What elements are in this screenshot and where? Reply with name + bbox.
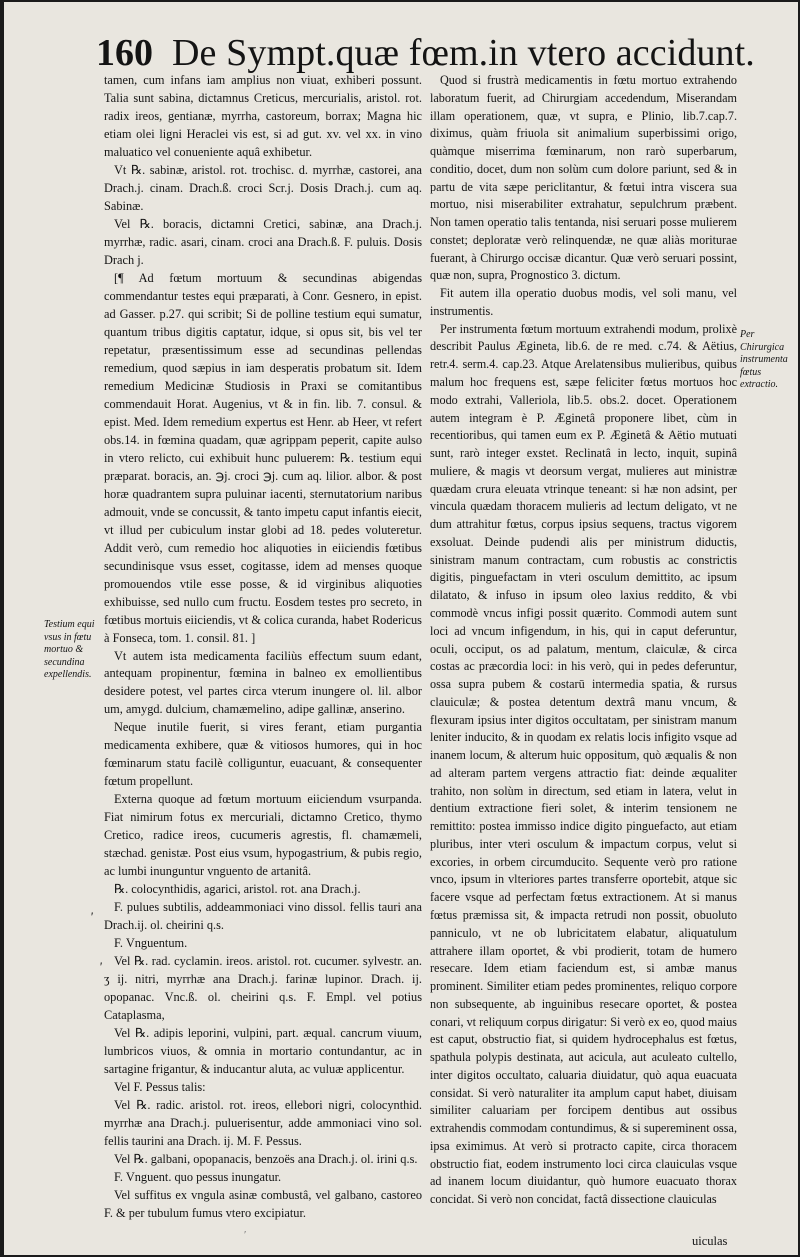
paragraph: Vel ℞. adipis leporini, vulpini, part. æqual. cancrum viuum, lumbricos viuos, & omnia in mortario contundantur, ac in sartagine frigantur, & inducantur aluta, ac vuluæ applicentur. <box>104 1026 422 1077</box>
paragraph: [¶ Ad fœtum mortuum & secundinas abigendas commendantur testes equi præparati, à Conr. Gesnero, in epist. ad Gasser. p.27. qui scribit; Si de polline testium equi sumatur, quantum tribus digitis captatur, idque, si opus sit, bis vel ter repetatur, præsentissimum esse ad secundinas pellendas remedium, quod sæpius in iam desperatis probatum sit. Idem remedium Medicinæ Studiosis in Praxi se comitantibus commendauit Horat. Augenius, vt & in fin. lib. 7. consul. & epist. Med. Idem remedium expertus est Henr. ab Heer, vt refert obs.14. in fœmina quadam, quæ agrippam peperit, capite aulso in vtero relicto, cui exhibuit hunc puluerem: ℞. testium equi præparat. boracis, an. ℈j. croci ℈j. cum aq. lilior. albor. & post horæ quadrantem supra puluinar iacenti, sternutatorium naribus admouit, vnde se concussit, & tanto impetu caput infantis eiecit, vt illud per cubiculum instar globi ad 18. pedes voluteretur. Addit verò, cum remedio hoc aliquoties in eiiciendis fœtibus secundinisque vsus esset, cogitasse, idem ad menses quoque promouendos vtile esse posse, & id virginibus aliquoties exhibuisse, sed nullo cum fructu. Eosdem testes pro secreto, in fœtibus mortuis eiiciendis, vt & colica curanda, habet Rodericus à Fonseca, tom. 1. consil. 81. ] <box>104 270 422 645</box>
paragraph: Per instrumenta fœtum mortuum extrahendi modum, prolixè describit Paulus Æginetа, lib.6. de re med. c.74. & Aëtius, retr.4. serm.4. cap.23. Atque Arelatensibus mulieribus, quibus malum hoc frequens est, sæpe feliciter fœtus mortuos hoc modo extrahi, Valleriola, lib.5. obs.2. docet. Operationem autem integram è P. Æginetâ proponere libet, cùm in recentioribus, qui tamen eum ex P. Æginetâ & Aëtio mutuati sunt, rarò integer exstet. Reclinatâ in lecto, inquit, supinâ muliere, & magis vt deorsum vergat, mulieres aut ministræ quædam crura eleuata vtrinque teneant: si hæ non adsint, per vincula quædam thoracem mulieris ad lectum deligato, vt ne dum attrahitur fœtus, corpus ipsius sequens, tractus vigorem exsoluat. Deinde pudendi alis per ministrum diductis, sinistram manum contractam, cum robustis ac constrictis digitis, pinguefactam in vteri osculum demittito, ac ipsum dilatato, & infuso in ipsum oleo laxius reddito, & vbi commodè vncus infigi possit quærito. Commodi autem sunt loci ad vncum infigendum, in his, qui in caput deferuntur, oculi, occiput, os ad palatum, mentum, claiculæ, & circa costas ac præcordia loci: in his verò, qui in pedes deferuntur, ossa supra pubem & costarū intermedia spatia, & rursus clauiculæ; & postea detentum dextrâ manu vncum, & flexuram ipsius inter digitos occultatam, per sinistram manum leniter inducito, & in quodam ex relatis locis infigito vsque ad inanem locum, & alterum huic oppositum, quò æqualis & non ad alteram partem vergens attractio fiat: deinde æqualiter trahito, non solùm in directum, sed etiam in latera, velut in dentium extractione fieri solet, & interim tensionem ne remittito: postea immisso indice digito pinguefacto, aut etiam pluribus, inter vteri osculum & impactum corpus, velut si excories, in orbem circumducito. Sequente verò pro ratione vnco, ipsum in vlteriores partes transferre oportebit, atque sic facere vsque ad perfectam fœtus extractionem. At si manus fœtus præmissa sit, & impacta retrudi non possit, obuoluto panniculo, vt ne ob lubricitatem elabatur, aliquatulum attrahere illam oportet, & vbi prodierit, totam de humero resecare. Idem etiam faciendum est, si ambæ manus prominent. Similiter etiam pedes prominentes, reliquo corpore non subsequente, ab inguinibus resecare oportet, & postea conari, vt reliquum corpus dirigatur: Si verò ex eo, quod maius est caput, obstructio fiat, si quidem hydrocephalus est fœtus, spathula polypis destinata, aut acicula, aut aculeato cultello, inter digitos occultato, caluaria diuidatur, quò aqua euacuata considat. Si verò naturaliter ita amplum caput habet, diuisam similiter caluariam per forcipem dentibus aut ossibus extrahendis commodam contundimus, & si supereminent ossa, ipsa eximimus. At verò si protracto capite, circa thoracem obstructio fiat, eodem instrumento loci circa clauiculas vsque ad inanem locum diuidantur, quò humore euacuato thorax concidat. Si verò non concidat, factâ dissectione clauiculas <box>430 321 737 1207</box>
paragraph: Vt autem ista medicamenta faciliùs effectum suum edant, antequam propinentur, fœmina in balneo ex emollientibus desidere potest, vel partes circa vterum inungere ol. lil. albor um, amygd. dulcium, chamæmelino, adipe gallinæ, anserino. <box>104 648 422 717</box>
paragraph: Externa quoque ad fœtum mortuum eiiciendum vsurpanda. Fiat nimirum fotus ex mercuriali, dictamno Cretico, thymo Cretico, radice ireos, cucumeris agrestis, fl. chamæmeli, stæchad. genistæ. Post eius vsum, hypogastrium, & pubis regio, ac lumbi inunguntur vnguento de artanitâ. <box>104 792 422 879</box>
paragraph: F. Vnguentum. <box>114 936 188 951</box>
margin-mark: ʹ <box>99 959 102 974</box>
paragraph: Vel ℞. galbani, opopanacis, benzoës ana Drach.j. ol. irini q.s. <box>114 1152 418 1167</box>
paragraph: ℞. colocynthidis, agarici, aristol. rot. ana Drach.j. <box>114 882 361 897</box>
paragraph: Vel suffitus ex vngula asinæ combustâ, vel galbano, castoreo F. & per tubulum fumus vtero excipiatur. <box>104 1188 422 1221</box>
left-column <box>104 72 422 1223</box>
margin-note-right: Per Chirurgica instrumenta fœtus extractio. <box>740 329 788 390</box>
paragraph: Neque inutile fuerit, si vires ferant, etiam purgantia medicamenta exhibere, quæ & vitiosos humores, qui in hoc fœminarum statu facilè colliguntur, euacuant, & consequenter fœtum propellunt. <box>104 720 422 789</box>
paragraph: F. pulues subtilis, addeammoniaci vino dissol. fellis tauri ana Drach.ij. ol. cheirini q.s. <box>104 900 422 933</box>
paragraph: Vel F. Pessus talis: <box>114 1080 206 1095</box>
book-page <box>4 2 798 1255</box>
paragraph: Vt ℞. sabinæ, aristol. rot. trochisc. d. myrrhæ, castorei, ana Drach.j. cinam. Drach.ß. croci Scr.j. Dosis Drach.j. cum aq. Sabinæ. <box>104 162 422 213</box>
catchword: uiculas <box>692 1234 728 1248</box>
paragraph: Vel ℞. radic. aristol. rot. ireos, ellebori nigri, colocynthid. myrrhæ ana Drach.j. puluerisentur, adde ammoniaci vino sol. fellis taurini ana Drach. ij. M. F. Pessus. <box>104 1098 422 1149</box>
margin-mark: ʹ <box>90 909 93 924</box>
paragraph: F. Vnguent. quo pessus inungatur. <box>114 1170 282 1185</box>
paragraph: Vel ℞. rad. cyclamin. ireos. aristol. rot. cucumer. sylvestr. an. ʒ ij. nitri, myrrhæ ana Drach.j. farinæ lupinor. Drach. ij. opopanac. Vnc.ß. ol. cheirini q.s. F. Empl. vel potius Cataplasma, <box>104 954 422 1023</box>
page-number: 160 <box>96 32 153 74</box>
running-title: De Sympt.quæ fœm.in vtero accidunt. <box>172 32 755 74</box>
paragraph: Quod si frustrà medicamentis in fœtu mortuo extrahendo laboratum fuerit, ad Chirurgiam accedendum, Miserandam illam operationem, quæ, vt supra, e Plinio, lib.7.cap.7. diximus, quàm friuola sit animalium superbissimi origo, quàmque miserrima fœminarum, non rarò superbarum, conditio, docet, dum non solùm cum dolore pariunt, sed & in partu de vita sæpe periclitantur, & fœtui intra viscera sua mortuo, nisi miserabiliter extrahatur, sepulchrum præbent. Non tamen operatio talis tentanda, nisi seruari posse mulierem constet; deploratæ verò relinquendæ, ne quæ aliàs moriturae fuerant, à Chirurgo occisæ dicantur. Quæ verò seruari possint, quæ non, supra, Prognostico 3. dictum. <box>430 73 737 283</box>
margin-note-left: Testium equi vsus in fœtu mortuo & secundina expellendis. <box>44 619 95 680</box>
paragraph: Vel ℞. boracis, dictamni Cretici, sabinæ, ana Drach.j. myrrhæ, radic. asari, cinam. croci ana Drach.ß. F. puluis. Dosis Drach j. <box>104 216 422 267</box>
paragraph: tamen, cum infans iam amplius non viuat, exhiberi possunt. Talia sunt sabina, dictamnus Creticus, mercurialis, aristol. rot. radix ireos, gentianæ, myrrha, castoreum, borrax; Magna hic etiam olei ligni Heraclei vis est, si ad gut. xv. vel xx. in vino maluatico vel conueniente aquâ exhibetur. <box>104 73 422 159</box>
paragraph: Fit autem illa operatio duobus modis, vel soli manu, vel instrumentis. <box>430 286 737 318</box>
footer-mark: ʹ <box>244 1229 247 1241</box>
right-column <box>430 72 737 1209</box>
